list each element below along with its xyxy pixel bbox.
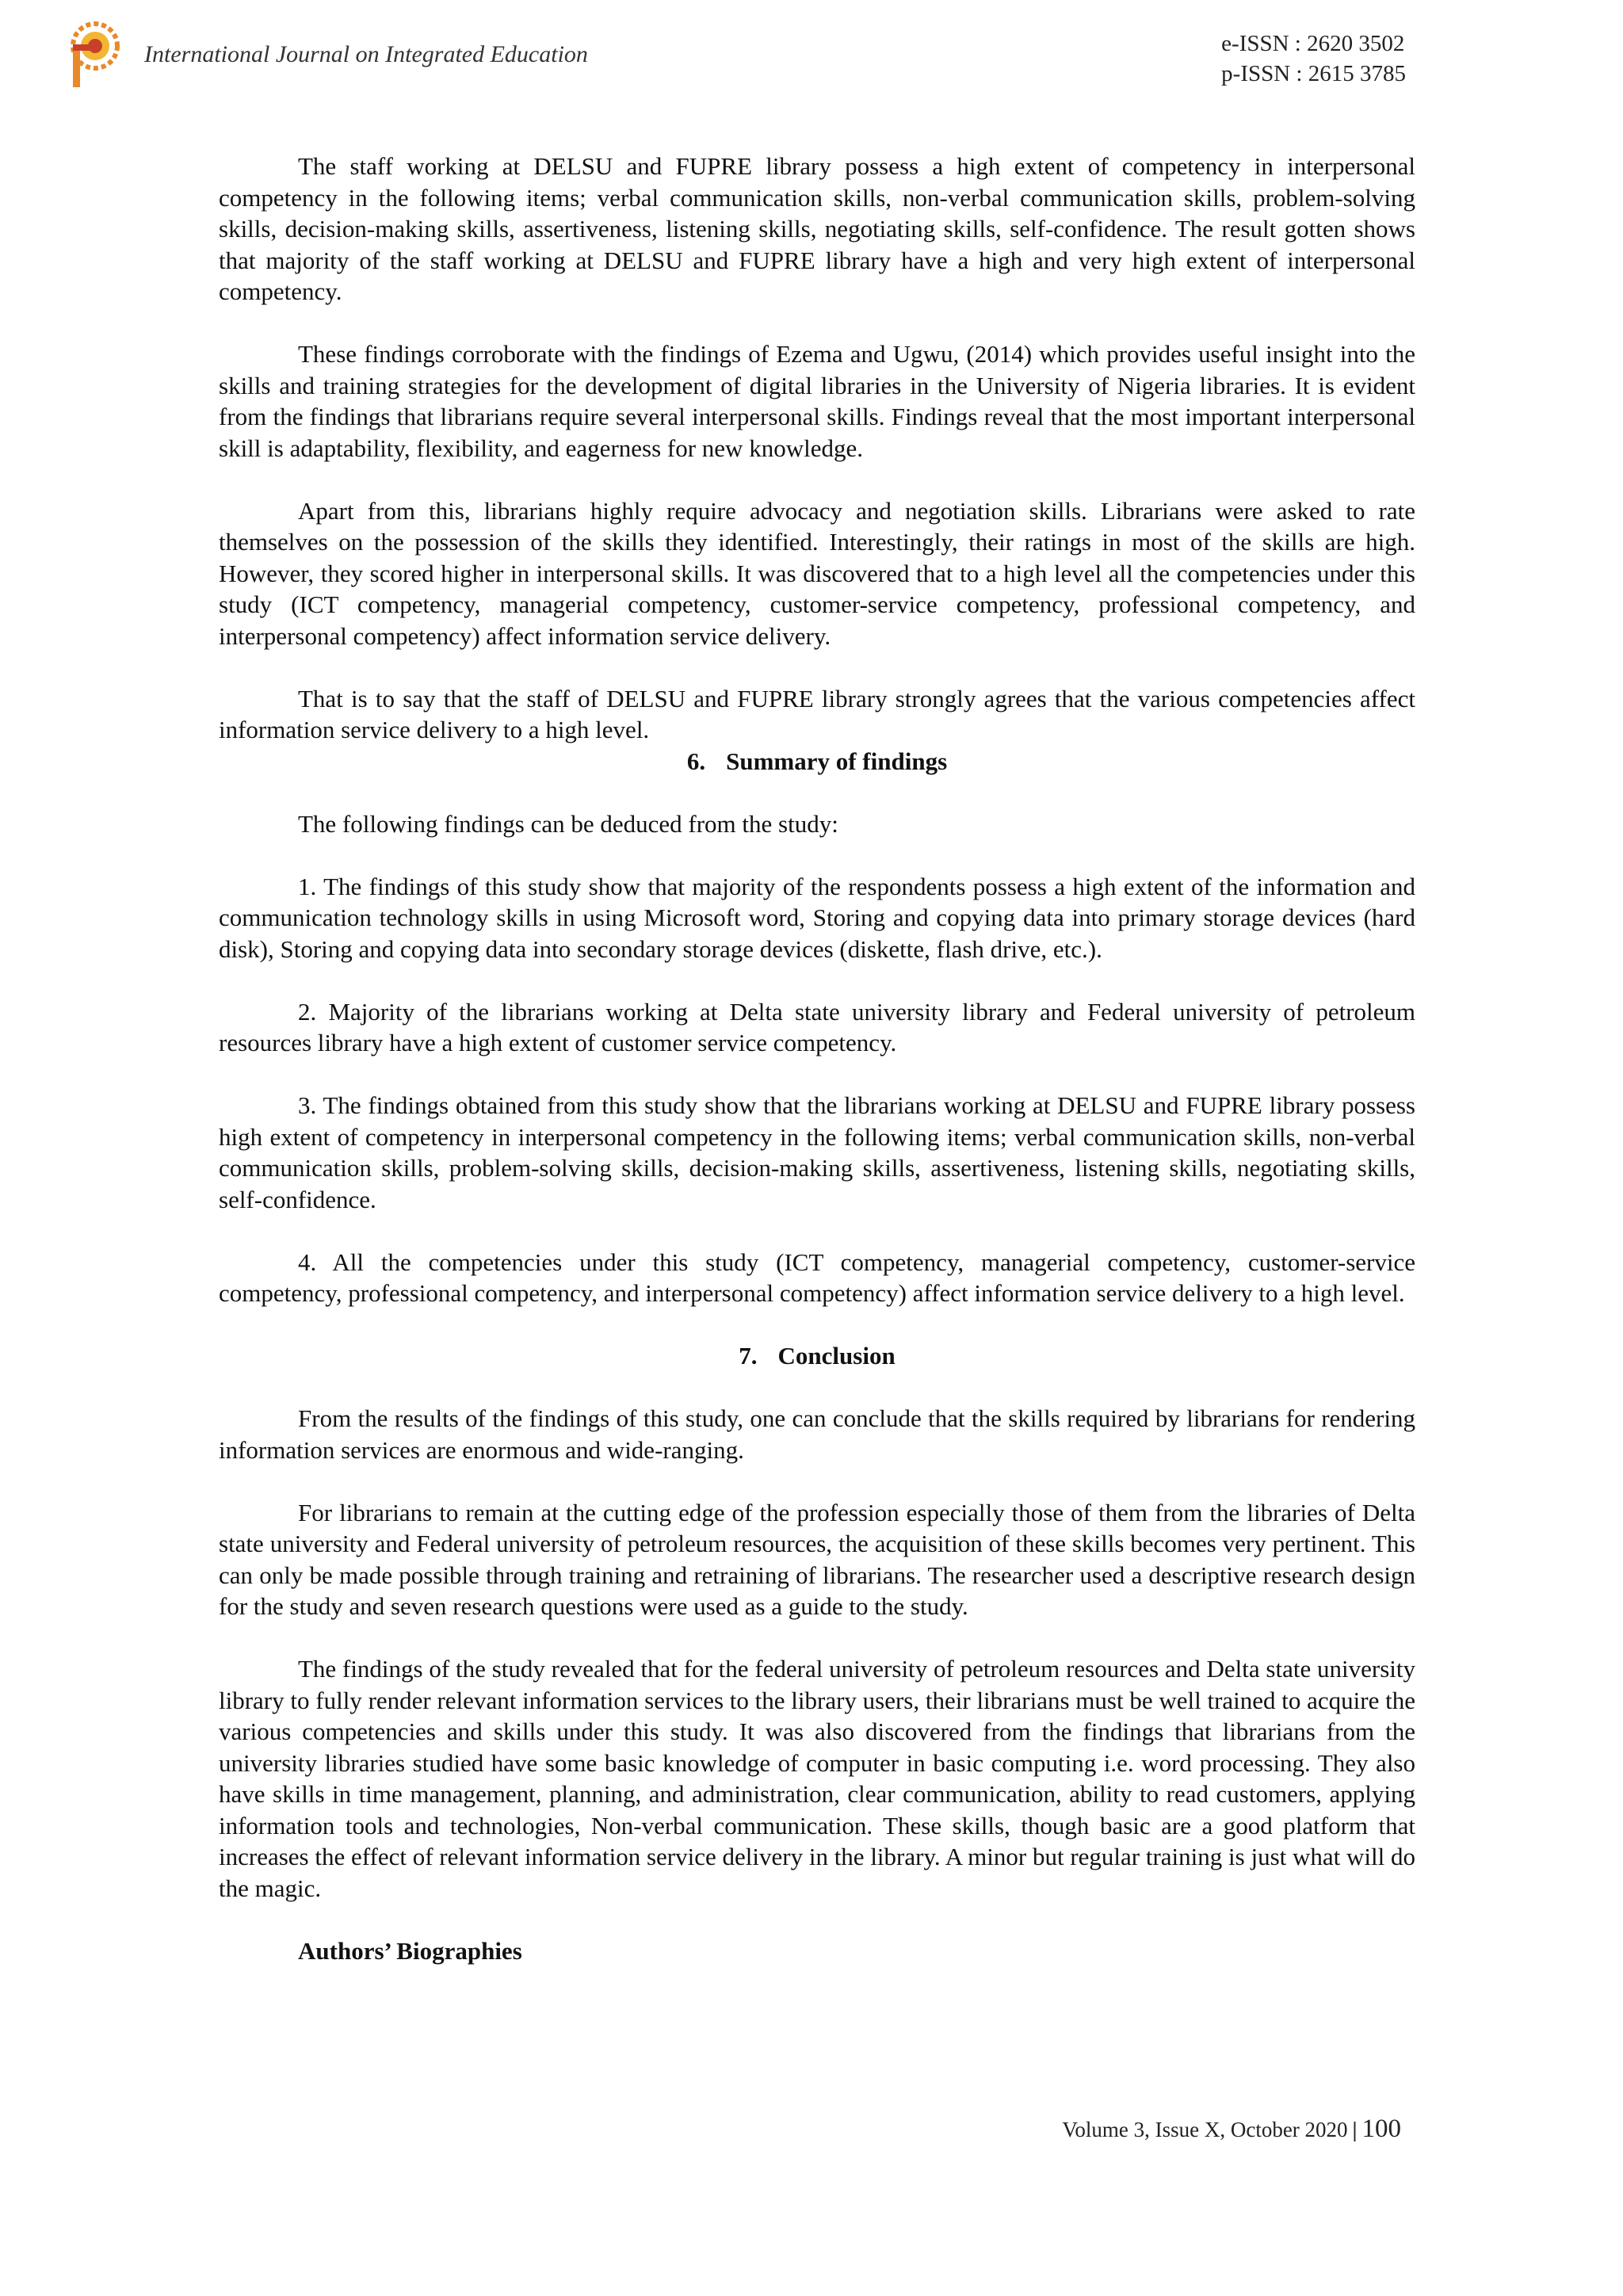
paragraph: The following findings can be deduced from the study: <box>298 809 838 838</box>
section-title: Summary of findings <box>726 747 948 775</box>
section-heading-conclusion <box>219 1340 1415 1372</box>
footer-separator: | <box>1352 2118 1358 2141</box>
paragraph: That is to say that the staff of DELSU and FUPRE library strongly agrees that the various competencies affect information service delivery to a high level. <box>219 684 1415 743</box>
authors-heading: Authors’ Biographies <box>298 1936 522 1965</box>
body-text <box>219 151 1415 1966</box>
paragraph: Apart from this, librarians highly require advocacy and negotiation skills. Librarians were asked to rate themselves on the possession of the skills they identified. Interestingly, their ratings in most of the skills are high. However, they scored higher in interpersonal skills. It was discovered that to a high level all the competencies under this study (ICT competency, managerial competency, customer-service competency, professional competency, and interpersonal competency) affect information service delivery. <box>219 496 1415 650</box>
finding-item: 2. Majority of the librarians working at Delta state university library and Federal university of petroleum resources library have a high extent of customer service competency. <box>219 997 1415 1056</box>
section-title: Conclusion <box>777 1342 896 1370</box>
issn-block <box>1221 29 1406 89</box>
page-header <box>67 21 1406 100</box>
section-number: 6. <box>686 747 706 775</box>
paragraph: For librarians to remain at the cutting edge of the profession especially those of them from the libraries of Delta state university and Federal university of petroleum resources, the acquisition of these skills becomes very pertinent. This can only be made possible through training and retraining of librarians. The researcher used a descriptive research design for the study and seven research questions were used as a guide to the study. <box>219 1498 1415 1620</box>
eissn: e-ISSN : 2620 3502 <box>1221 31 1405 56</box>
page-number: 100 <box>1361 2115 1401 2143</box>
pissn: p-ISSN : 2615 3785 <box>1221 61 1406 86</box>
paragraph: The findings of the study revealed that for the federal university of petroleum resources and Delta state university library to fully render relevant information services to the library users, their librarians must be well trained to acquire the various competencies and skills under this study. It was also discovered from the findings that librarians from the university libraries studied have some basic knowledge of computer in basic computing i.e. word processing. They also have skills in time management, planning, and administration, clear communication, ability to read customers, applying information tools and technologies, Non-verbal communication. These skills, though basic are a good platform that increases the effect of relevant information service delivery in the library. A minor but regular training is just what will do the magic. <box>219 1655 1415 1902</box>
volume-info: Volume 3, Issue X, October 2020 <box>1062 2118 1348 2141</box>
journal-logo-icon <box>67 21 122 89</box>
page-footer <box>1062 2115 1401 2144</box>
section-number: 7. <box>739 1342 758 1370</box>
section-heading-summary <box>219 746 1415 777</box>
journal-name: International Journal on Integrated Education <box>144 41 588 67</box>
paragraph: These findings corroborate with the findings of Ezema and Ugwu, (2014) which provides useful insight into the skills and training strategies for the development of digital libraries in the University of Nigeria libraries. It is evident from the findings that librarians require several interpersonal skills. Findings reveal that the most important interpersonal skill is adaptability, flexibility, and eagerness for new knowledge. <box>219 340 1415 462</box>
finding-item: 3. The findings obtained from this study show that the librarians working at DELSU and FUPRE library possess high extent of competency in interpersonal competency in the following items; verbal communication skills, non-verbal communication skills, problem-solving skills, decision-making skills, assertiveness, listening skills, negotiating skills, self-confidence. <box>219 1091 1415 1213</box>
paragraph: From the results of the findings of this study, one can conclude that the skills required by librarians for rendering information services are enormous and wide-ranging. <box>219 1404 1415 1464</box>
finding-item: 4. All the competencies under this study (ICT competency, managerial competency, customer-service competency, professional competency, and interpersonal competency) affect information service delivery to a high level. <box>219 1247 1415 1307</box>
finding-item: 1. The findings of this study show that majority of the respondents possess a high extent of the information and communication technology skills in using Microsoft word, Storing and copying data into primary storage devices (hard disk), Storing and copying data into secondary storage devices (diskette, flash drive, etc.). <box>219 872 1415 963</box>
paragraph: The staff working at DELSU and FUPRE library possess a high extent of competency in interpersonal competency in the following items; verbal communication skills, non-verbal communication skills, problem-solving skills, decision-making skills, assertiveness, listening skills, negotiating skills, self-confidence. The result gotten shows that majority of the staff working at DELSU and FUPRE library have a high and very high extent of interpersonal competency. <box>219 152 1415 305</box>
